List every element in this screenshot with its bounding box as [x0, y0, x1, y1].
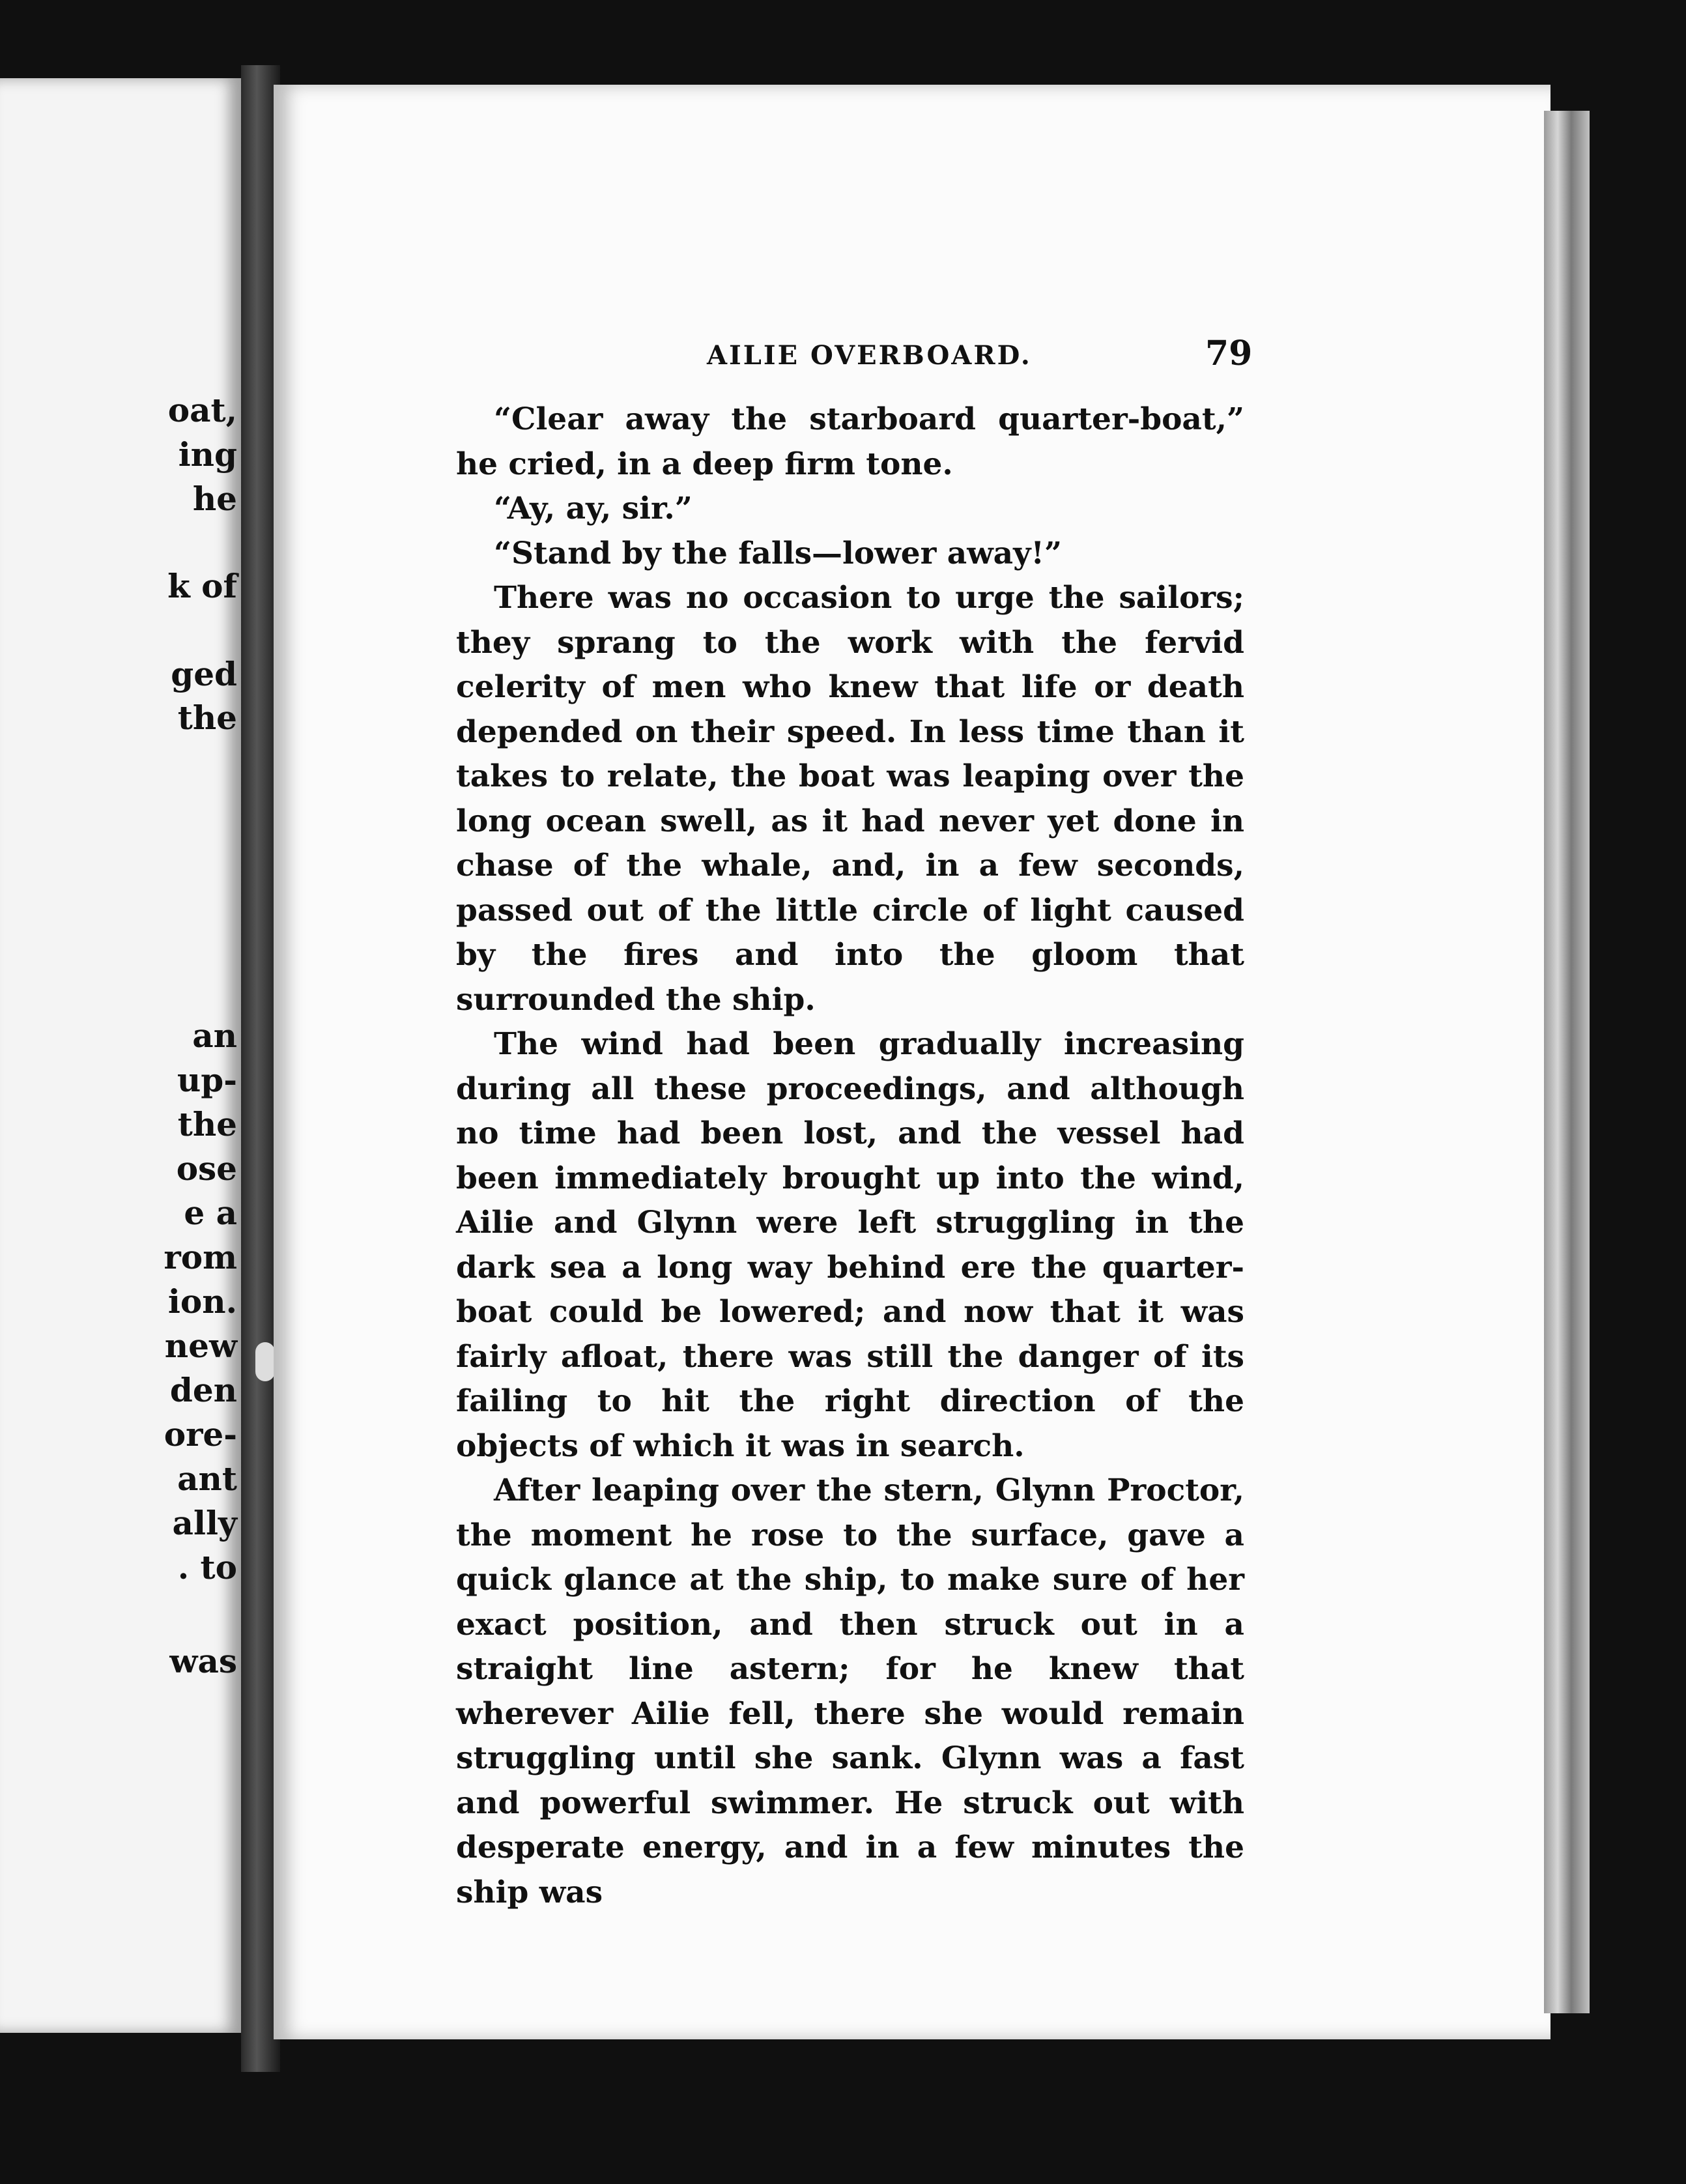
body-text: [456, 397, 1244, 1915]
paragraph: “Clear away the starboard quarter-boat,” he cried, in a deep firm tone.: [456, 401, 1244, 482]
left-fragment: ally: [172, 1504, 237, 1542]
left-fragment: ose: [176, 1149, 237, 1188]
left-fragment: an: [192, 1016, 237, 1055]
left-fragment: new: [164, 1327, 237, 1365]
left-fragment: the: [177, 1105, 237, 1143]
left-fragment: the: [177, 698, 237, 737]
left-page-text-fragments: [0, 78, 241, 2033]
left-fragment: rom: [164, 1238, 237, 1276]
paragraph: After leaping over the stern, Glynn Proctor, the moment he rose to the surface, gave a quick glance at the ship, to make sure of her exact position, and then struck out in a straight line astern; for he knew that wherever Ailie fell, there she would remain struggling until she sank. Glynn was a fast and powerful swimmer. He struck out with desperate energy, and in a few minutes the ship was: [456, 1473, 1244, 1910]
left-fragment: e a: [184, 1194, 237, 1232]
page-stack-edge: [1544, 111, 1590, 2013]
left-fragment: oat,: [167, 391, 237, 429]
left-fragment: ore-: [164, 1415, 237, 1454]
left-fragment: up-: [177, 1061, 237, 1099]
left-fragment: k of: [167, 567, 237, 605]
left-fragment: den: [169, 1371, 237, 1409]
left-fragment: ant: [177, 1459, 237, 1498]
facing-page-left: [0, 78, 241, 2033]
paragraph: The wind had been gradually increasing during all these proceedings, and although no time had been lost, and the vessel had been immediately brought up into the wind, Ailie and Glynn were left struggling in the dark sea a long way behind ere the quarter-boat could be lowered; and now that it was fairly afloat, there was still the danger of its failing to hit the right direction of the objects of which it was in search.: [456, 1026, 1244, 1464]
paragraph: There was no occasion to urge the sailors; they sprang to the work with the fervid celerity of men who knew that life or death depended on their speed. In less time than it takes to relate, the boat was leaping over the long ocean swell, as it had never yet done in chase of the whale, and, in a few seconds, passed out of the little circle of light caused by the fires and into the gloom that surrounded the ship.: [456, 580, 1244, 1018]
left-fragment: he: [192, 480, 237, 518]
left-fragment: ged: [171, 655, 237, 693]
left-fragment: ion.: [167, 1282, 237, 1321]
left-fragment: ing: [178, 435, 237, 474]
page-number: 79: [1205, 334, 1253, 373]
paragraph: “Ay, ay, sir.”: [494, 491, 693, 526]
binding-thread: [255, 1342, 275, 1381]
left-fragment: . to: [177, 1548, 237, 1587]
left-fragment: was: [169, 1642, 237, 1680]
paragraph: “Stand by the falls—lower away!”: [494, 535, 1063, 571]
running-head: AILIE OVERBOARD.: [707, 340, 1032, 371]
